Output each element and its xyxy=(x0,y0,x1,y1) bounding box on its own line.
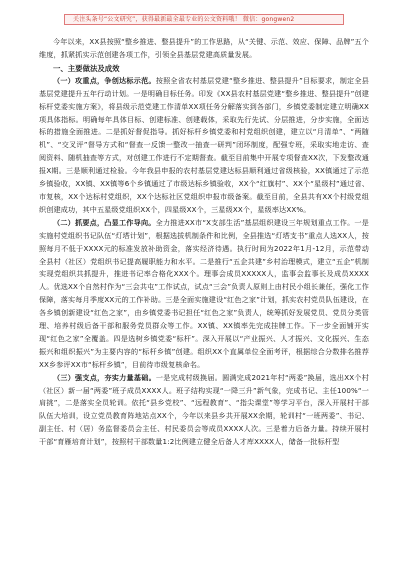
item-3-body: 一是完成村级换届。圆满完成2021年村“两委”换届，选出XX个村（社区）新一届“两委”班子成员XXXX人。班子结构实现“一降三升”新气象，完成书记、主任100%“一肩挑”，二是落实全员轮训。依托“县乡党校”、“远程教育”、“指尖课堂”等学习平台，深入开展村干部队伍大培训，设立党员教育阵地站点XX个，今年以来县乡共开展XX余期，轮训村“一班两委”、书记、副主任、村（居）务监督委员会主任、村民委员会等成员XXXX人次。三是着力后备力量。持续开展村干部“育雁培育计划”，按照村干部数量1:2比例建立健全后备人才库XXXX人，储备一批标杆型 xyxy=(39,372,369,447)
item-3-heading: （三）强支点，夯实力量基础。 xyxy=(53,372,156,382)
item-1-body: 按照全省农村基层党建“整乡推进、整县提升”目标要求，制定全县基层党建提升五年行动计划。一是明确目标任务。印发《XX县农村基层党建“整乡推进、整县提升”创建标杆党委实施方案》，将县级示范党建工作清单XX项任务分解落实到各部门，乡镇党委制定建立明确XX项具体指标。明确每年具体目标、创建标准、创建载体，采取先行先试、分层推进，分步实施，全面达标的措施全面推进。二是抓好督促指导。抓好标杆乡镇党委和村党组织创建，建立以“月清单”、“两随机”、“交叉评”督导方式和“督查一反馈一整改一抽查一研判”闭环制度，配强专班，采取实地走访、查阅资料、随机抽查等方式，对创建工作进行不定期督查。截至目前集中开展专项督查XX次，下发整改通报X期。三是顺利通过检验。今年我县申报的农村基层党建达标县顺利通过省级核验，XX镇通过了示范乡镇验收，XX镇、XX镇等6个乡镇通过了市级达标乡镇验收，XX个“红旗村”、XX个“星级村”通过省、市复核，XX个达标村党组织，XX个达标社区党组织申报市级备案。截至目前，全县共有XX个村级党组织创建成功，其中五星级党组织XX个，四星级XX个，三星级XX个，星级率达XX%。 xyxy=(39,75,369,214)
item-1-heading: （一）攻重点，争创达标示范。 xyxy=(53,75,156,85)
section-item-2 xyxy=(39,217,369,372)
item-2-heading: （二）抓要点，凸显工作导向。 xyxy=(53,217,156,227)
item-2-body: 全力推进XX市“X支部生活”基层组织建设三年规划重点工作。一是实施村党组织书记队伍“灯塔计划”，根据选拔机制条件和比例，全县推选“灯塔支书”重点人选XX人，按照每月不低于XXXX元的标准发放补助资金，落实经济待遇。执行时间为2022年1月-12月，示范带动全县村（社区）党组织书记提高履职能力和水平。二是推行“五企共建”乡村治理模式，建立“五企”机制实现党组织共抓提升，推进书记率合格化XXX个。理事会成员XXXXX人，监事会监事长及成员XXXX人。优选XX个自然村作为“三会共屯”工作试点，试点“三会”负责人原则上由村民小组长兼任，强化工作保障，落实每月季度XX元的工作补助。三是全面实施建设“红色之家”计划，抓实农村党员队伍建设，在各乡镇创新建设“红色之家”，由乡镇党委书记担任“红色之家”负责人，统筹抓好发展党员、党员分类管理、培养村级后备干部和服务党员群众等工作。XX镇、XX镇率先完成挂牌工作。下一步全面铺开实现“红色之家”全覆盖。四是选树乡镇党委“标杆”。深入开展以“产业振兴、人才振兴、文化振兴、生态振兴和组织振兴”为主要内容的“标杆乡镇”创建。组织XX个直属单位全面考评，根据综合分数排名推荐XX乡参评XX市“标杆乡镇”，目前待市级复核命名。 xyxy=(39,217,369,369)
section-item-1 xyxy=(39,75,369,217)
document-body xyxy=(39,36,369,449)
intro-paragraph: 今年以来，XX县按照“整乡推进、整县提升”的工作思路，从“关键、示范、效应、保障、品牌”五个维度，抓紧抓实示范创建各项工作，引领全县基层党建高质量发展。 xyxy=(39,37,369,59)
promo-banner-text: 关注头条号“公文研究”，获得最新最全最专业的公文资料哦！ 微信：gongwen2 xyxy=(73,16,295,23)
section-item-3 xyxy=(39,372,369,449)
section-heading: 一、主要做法及成效 xyxy=(53,63,120,73)
promo-banner xyxy=(64,14,344,25)
